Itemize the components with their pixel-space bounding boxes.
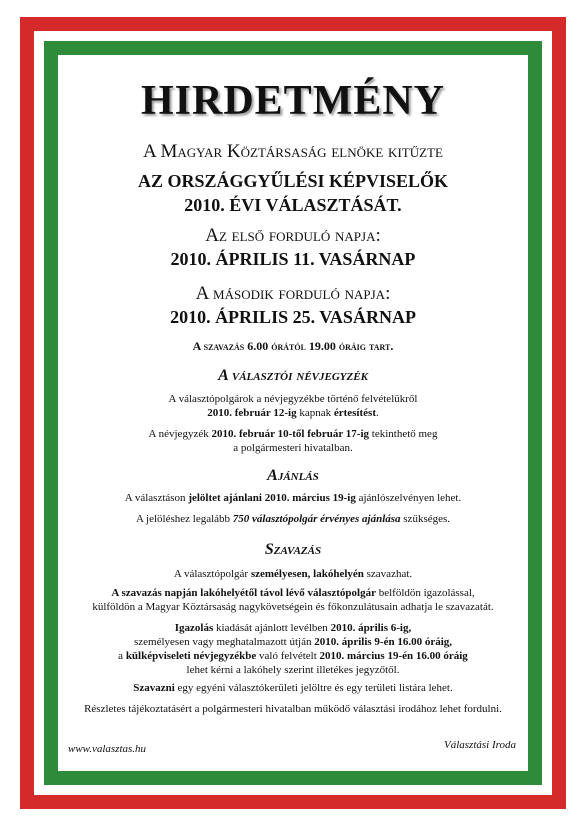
- voting-text: személyesen vagy meghatalmazott útján: [133, 636, 315, 648]
- voting-hours: A szavazás 6.00 órától 19.00 óráig tart.: [192, 339, 394, 353]
- voting-text: belföldön igazolással,: [375, 587, 475, 599]
- page-title: HIRDETMÉNY: [140, 78, 446, 124]
- register-paragraph-1: [58, 392, 528, 420]
- register-paragraph-2: [58, 427, 528, 455]
- nomination-text: A választáson: [124, 492, 189, 504]
- voting-paragraph-4: [58, 681, 528, 695]
- first-round-label: Az első forduló napja:: [205, 225, 381, 246]
- second-round-label: A második forduló napja:: [195, 283, 391, 304]
- voting-text: külföldön a Magyar Köztársaság nagykövetségein és főkonzulátusain adhatja le szavazatát.: [92, 601, 494, 613]
- register-text: tekinthető meg: [369, 428, 438, 440]
- voting-text: A választópolgár: [173, 568, 251, 580]
- voting-text: való felvételt: [256, 650, 320, 662]
- voting-away: A szavazás napján lakóhelyétől távol lévő választópolgár: [111, 587, 376, 599]
- voting-place: személyesen, lakóhelyén: [250, 568, 364, 580]
- voting-how: Szavazni: [133, 682, 175, 694]
- nomination-text: szükséges.: [400, 513, 451, 525]
- register-text: A névjegyzék: [148, 428, 212, 440]
- voting-text: Részletes tájékoztatásért a polgármesteri hivatalban működő választási irodához lehet fordulni.: [84, 703, 502, 715]
- first-round-date: 2010. ÁPRILIS 11. VASÁRNAP: [170, 249, 416, 269]
- certificate-label: Igazolás: [174, 622, 214, 634]
- voting-text: szavazhat.: [363, 568, 413, 580]
- register-text: a polgármesteri hivatalban.: [233, 442, 353, 454]
- voting-paragraph-5: [58, 702, 528, 716]
- register-heading: A választói névjegyzék: [218, 367, 368, 384]
- voting-paragraph-2: [58, 586, 528, 614]
- nomination-heading: Ajánlás: [267, 467, 319, 484]
- nomination-paragraph-2: [58, 512, 528, 526]
- voting-heading: Szavazás: [264, 541, 322, 558]
- register-viewing-period: 2010. február 10-től február 17-ig: [211, 428, 370, 440]
- announcement-page: [58, 55, 528, 771]
- foreign-register: külképviseleti névjegyzékbe: [125, 650, 257, 662]
- nomination-requirement: 750 választópolgár érvényes ajánlása: [232, 513, 401, 525]
- certificate-personal-deadline: 2010. április 9-én 16.00 óráig,: [314, 636, 453, 648]
- nomination-deadline: jelöltet ajánlani 2010. március 19-ig: [188, 492, 356, 504]
- voting-text: kiadását ajánlott levélben: [213, 622, 331, 634]
- voting-text: egy egyéni választókerületi jelöltre és egy területi listára lehet.: [174, 682, 453, 694]
- register-deadline: 2010. február 12-ig: [207, 407, 297, 419]
- register-text: A választópolgárok a névjegyzékbe történő felvételükről: [168, 393, 418, 405]
- nomination-paragraph-1: [58, 491, 528, 505]
- nomination-text: ajánlószelvényen lehet.: [355, 492, 462, 504]
- intro-line: A Magyar Köztársaság elnöke kitűzte: [143, 141, 443, 162]
- office-signature: Választási Iroda: [443, 739, 516, 751]
- voting-text: a: [118, 650, 126, 662]
- second-round-date: 2010. ÁPRILIS 25. VASÁRNAP: [170, 307, 416, 327]
- register-notice: értesítést: [333, 407, 376, 419]
- foreign-register-deadline: 2010. március 19-én 16.00 óráig: [319, 650, 468, 662]
- nomination-text: A jelöléshez legalább: [135, 513, 233, 525]
- certificate-mail-deadline: 2010. április 6-ig,: [330, 622, 412, 634]
- register-text: .: [375, 407, 379, 419]
- election-name-line2: 2010. ÉVI VÁLASZTÁSÁT.: [184, 195, 402, 215]
- website-link[interactable]: www.valasztas.hu: [68, 743, 147, 755]
- voting-text: lehet kérni a lakóhely szerint illetékes jegyzőtől.: [186, 664, 400, 676]
- election-name-line1: AZ ORSZÁGGYŰLÉSI KÉPVISELŐK: [137, 171, 449, 191]
- voting-paragraph-1: [58, 567, 528, 581]
- voting-paragraph-3: [58, 621, 528, 677]
- register-text: kapnak: [296, 407, 334, 419]
